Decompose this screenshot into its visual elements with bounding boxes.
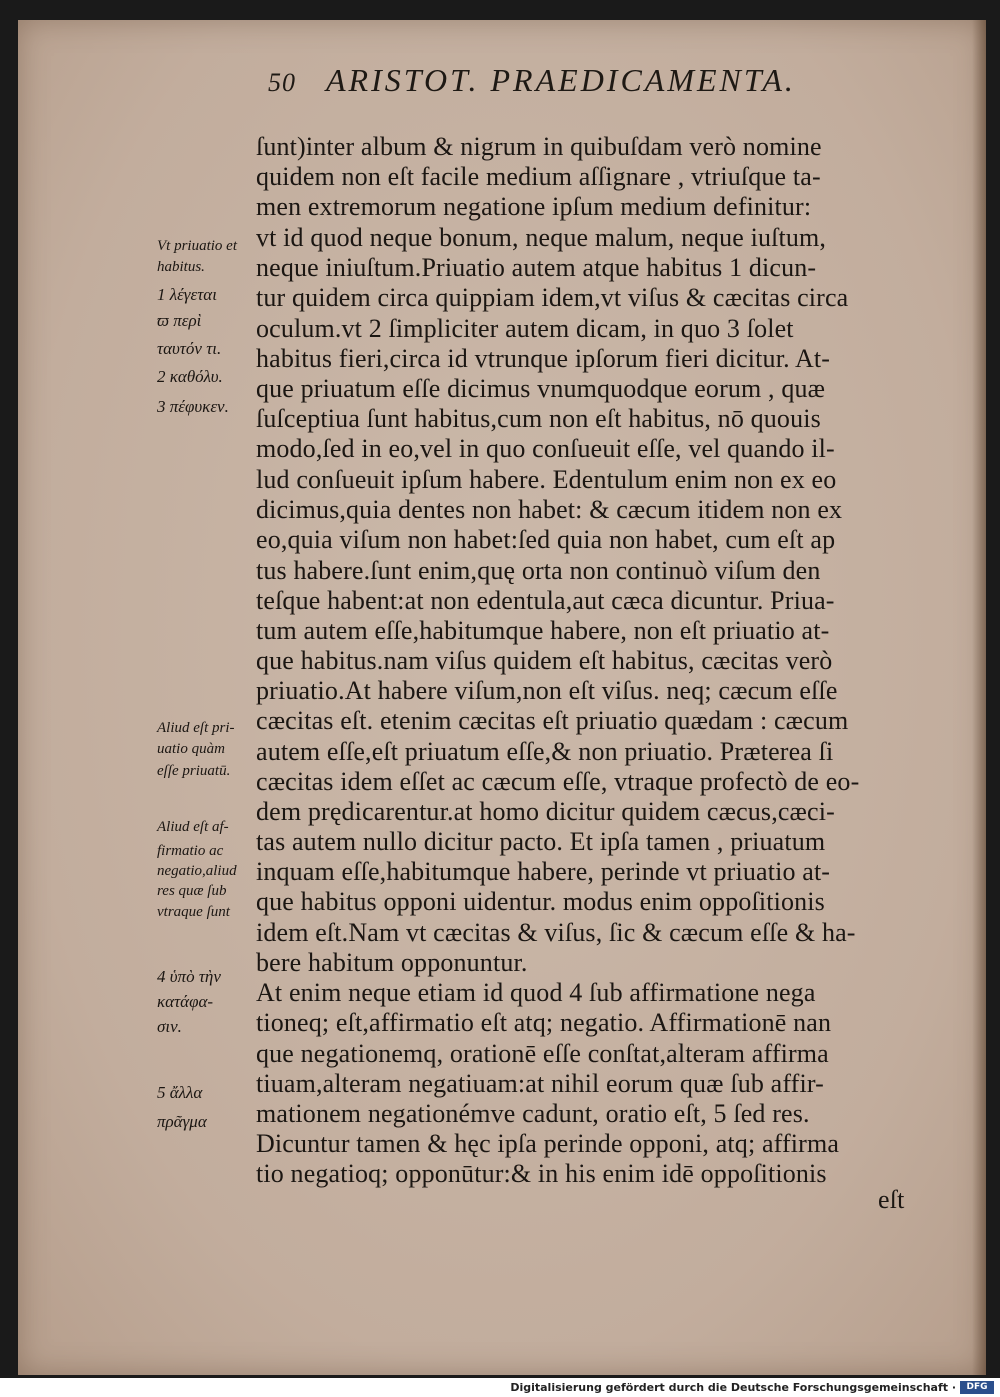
margin-note: res quæ ſub: [157, 883, 227, 899]
margin-note: 5 ἄλλα: [157, 1083, 203, 1102]
margin-note: σιν.: [157, 1017, 182, 1036]
page-number: 50: [268, 68, 296, 97]
margin-note: κατάφα-: [157, 992, 214, 1011]
dfg-logo: DFG: [960, 1381, 994, 1394]
margin-note: uatio quàm: [157, 741, 225, 757]
margin-note: 1 λέγεται: [157, 285, 217, 304]
text-line: Dicuntur tamen & hęc ipſa perinde opponi, atq; affirma: [256, 1129, 840, 1158]
margin-note: 2 καθόλυ.: [157, 367, 223, 386]
text-line: habitus fieri,circa id vtrunque ipſorum fieri dicitur. At-: [256, 344, 831, 373]
margin-note: 3 πέφυκεν.: [157, 397, 229, 416]
text-line: tur quidem circa quippiam idem,vt viſus & cæcitas circa: [256, 283, 849, 312]
margin-note: Aliud eſt pri-: [157, 720, 235, 736]
text-line: tio negatioq; opponūtur:& in his enim idē oppoſitionis: [256, 1159, 827, 1188]
text-line: tiuam,alteram negatiuam:at nihil eorum quæ ſub affir-: [256, 1069, 824, 1098]
margin-note: firmatio ac: [157, 843, 224, 859]
text-line: teſque habent:at non edentula,aut cæca dicuntur. Priua-: [256, 586, 835, 615]
text-line: inquam eſſe,habitumque habere, perinde vt priuatio at-: [256, 857, 831, 886]
margin-note: πρᾶγμα: [157, 1112, 207, 1131]
text-line: mationem negationémve cadunt, oratio eſt, 5 ſed res.: [256, 1099, 810, 1128]
text-line: que habitus opponi uidentur. modus enim oppoſitionis: [256, 887, 825, 916]
catchword: eſt: [878, 1185, 905, 1214]
text-line: oculum.vt 2 ſimpliciter autem dicam, in quo 3 ſolet: [256, 314, 794, 343]
text-line: At enim neque etiam id quod 4 ſub affirmatione nega: [256, 978, 816, 1007]
margin-note: Vt priuatio et: [157, 238, 237, 254]
text-line: que priuatum eſſe dicimus vnumquodque eorum , quæ: [256, 374, 826, 403]
text-line: neque iniuſtum.Priuatio autem atque habitus 1 dicun-: [256, 253, 817, 282]
text-line: bere habitum opponuntur.: [256, 948, 528, 977]
text-line: quidem non eſt facile medium aſſignare , vtriuſque ta-: [256, 162, 821, 191]
margin-note: vtraque ſunt: [157, 904, 230, 920]
margin-note: eſſe priuatū.: [157, 763, 231, 779]
margin-note: habitus.: [157, 259, 205, 275]
text-line: ſuſceptiua ſunt habitus,cum non eſt habitus, nō quouis: [256, 404, 821, 433]
margin-note: ταυτόν τι.: [157, 339, 222, 358]
text-line: tas autem nullo dicitur pacto. Et ipſa tamen , priuatum: [256, 827, 826, 856]
margin-note: Aliud eſt af-: [157, 819, 229, 835]
text-line: cæcitas idem eſſet ac cæcum eſſe, vtraque profectò de eo-: [256, 767, 860, 796]
text-line: vt id quod neque bonum, neque malum, neque iuſtum,: [256, 223, 827, 252]
text-line: cæcitas eſt. etenim cæcitas eſt priuatio quædam : cæcum: [256, 706, 849, 735]
text-line: tioneq; eſt,affirmatio eſt atq; negatio. Affirmationē nan: [256, 1008, 832, 1037]
text-line: autem eſſe,eſt priuatum eſſe,& non priuatio. Præterea ſi: [256, 737, 834, 766]
text-line: tus habere.ſunt enim,quę orta non continuò viſum den: [256, 556, 821, 585]
margin-note: ϖ περὶ: [157, 311, 202, 330]
text-line: tum autem eſſe,habitumque habere, non eſt priuatio at-: [256, 616, 830, 645]
text-line: que habitus.nam viſus quidem eſt habitus, cæcitas verò: [256, 646, 833, 675]
text-line: men extremorum negatione ipſum medium definitur:: [256, 192, 812, 221]
text-line: priuatio.At habere viſum,non eſt viſus. neq; cæcum eſſe: [256, 676, 838, 705]
text-line: que negationemq, orationē eſſe conſtat,alteram affirma: [256, 1039, 829, 1068]
funding-credit: Digitalisierung gefördert durch die Deutsche Forschungsgemeinschaft ·: [510, 1381, 956, 1394]
text-line: dem prędicarentur.at homo dicitur quidem cæcus,cæci-: [256, 797, 835, 826]
footer-bar: [0, 1378, 1000, 1397]
text-line: ſunt)inter album & nigrum in quibuſdam verò nomine: [256, 132, 822, 161]
text-line: idem eſt.Nam vt cæcitas & viſus, ſic & cæcum eſſe & ha-: [256, 918, 856, 947]
text-line: lud conſueuit ipſum habere. Edentulum enim non ex eo: [256, 465, 837, 494]
text-line: dicimus,quia dentes non habet: & cæcum itidem non ex: [256, 495, 843, 524]
running-title: ARISTOT. PRAEDICAMENTA.: [326, 62, 796, 98]
text-line: modo,ſed in eo,vel in quo conſueuit eſſe, vel quando il-: [256, 434, 835, 463]
margin-note: negatio,aliud: [157, 863, 237, 879]
text-line: eo,quia viſum non habet:ſed quia non habet, cum eſt ap: [256, 525, 836, 554]
margin-note: 4 ὑπὸ τὴν: [157, 967, 221, 986]
